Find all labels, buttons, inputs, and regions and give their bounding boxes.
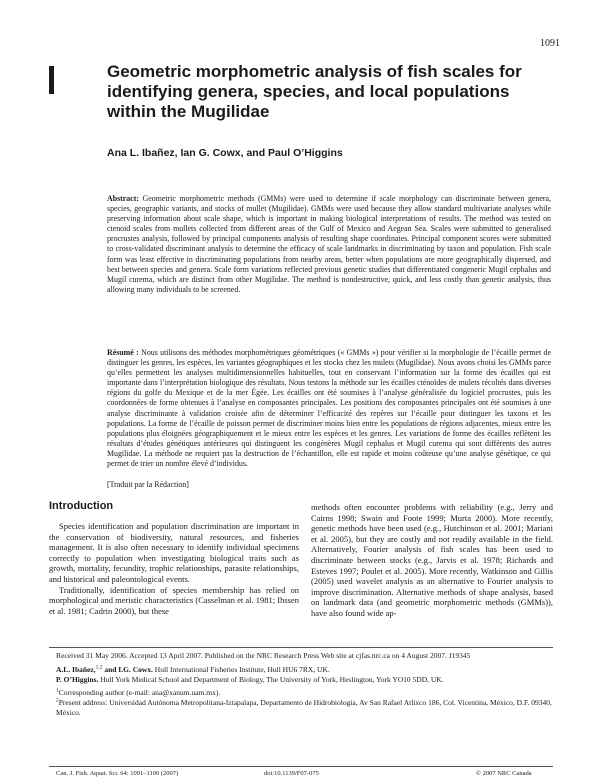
resume (107, 348, 551, 469)
footnote-2 (56, 698, 553, 718)
affiliation-1 (56, 665, 553, 675)
affiliation-2 (56, 675, 553, 685)
article-title: Geometric morphometric analysis of fish scales for identifying genera, species, and local populations within the Mugilidae (107, 62, 522, 121)
abstract (107, 194, 551, 295)
copyright: © 2007 NRC Canada (476, 770, 532, 777)
footnote-2-text: Present address: Universidad Autónoma Metropolitana-Iztapalapa, Departamento de Hidrobiología, Av San Rafael Atlixco 186, Col. Vicentina, México, D.F. 09340, México. (56, 698, 552, 717)
abstract-label: Abstract: (107, 194, 139, 203)
introduction-heading: Introduction (49, 500, 114, 512)
abstract-text: Geometric morphometric methods (GMMs) were used to determine if scale morphology can discriminate between genera, species, geographic variants, and stocks of mullet (Mugilidae). GMMs were used because they allow standard multivariate analyses while preserving information about scale shape, which is important in making biological interpretations of results. The method was tested on ctenoid scales from mullets collected from different areas of the Gulf of Mexico and Aegean Sea. Scales were submitted to generalised procrustes analysis, followed by principal components analysis of resulting shape coordinates. Principal component scores were submitted to cross-validated discriminant analysis to determine the efficacy of scale landmarks in discriminating by taxon and population. Fish scale form was least effective in discriminating populations from nearby areas, better when populations are more geographically dispersed, and best between species and genera. Scale form variations reflected previous genetic studies that differentiated congeneric Mugil cephalus and Mugil curema, which are distinct from other Mugilidae. The method is nondestructive, quick, and less costly than genetic analysis, thus allowing many individuals to be screened. (107, 194, 551, 294)
affiliation-1-names-b: and I.G. Cowx. (102, 664, 153, 674)
translator-note: [Traduit par la Rédaction] (107, 480, 189, 489)
footnote-1-mark: 1 (56, 687, 59, 694)
author-list: Ana L. Ibañez, Ian G. Cowx, and Paul O’Higgins (107, 147, 343, 159)
left-column (49, 521, 299, 616)
affiliation-1-names: A.L. Ibañez, (56, 664, 96, 674)
received-note: Received 31 May 2006. Accepted 13 April 2007. Published on the NRC Research Press Web site at cjfas.nrc.ca on 4 August 2007. J19345 (56, 651, 471, 660)
doi: doi:10.1139/F07-075 (264, 770, 319, 777)
intro-paragraph-1: Species identification and population discrimination are important in the conservation of biodiversity, natural resources, and fisheries management. It is also often necessary to identify individual specimens correctly to population when investigating biological traits such as growth, mortality, fecundity, trophic relationships, parasite relationships, and historical and paleontological events. (49, 521, 299, 584)
right-column: methods often encounter problems with reliability (e.g., Jerry and Cairns 1998; Swain and Foote 1999; Murta 2000). More recently, genetic methods have been used (e.g., Hutchinson et al. 2001; Mariani et al. 2005), but they are costly and not readily available in the field. Alternatively, Fourier analysis of fish scales has been used to discriminate between stocks (e.g., Jarvis et al. 1978; Richards and Esteves 1997; Poulet et al. 2005). More recently, Watkinson and Gillis (2005) used wavelet analysis as an alternative to Fourier analysis to improve discrimination. Alternative methods of shape analysis, based on landmark data (and geometric morphometric methods (GMMs)), have also found wide ap- (311, 502, 553, 618)
affiliation-1-sup: 1,2 (95, 664, 103, 671)
footnote-1 (56, 688, 553, 698)
footnote-1-text: Corresponding author (e-mail: ana@xanum.uam.mx). (58, 688, 221, 698)
affiliation-1-text: Hull International Fisheries Institute, Hull HU6 7RX, UK. (152, 664, 330, 674)
resume-label: Résumé : (107, 348, 139, 357)
footnote-2-mark: 2 (56, 697, 59, 704)
affiliation-2-text: Hull York Medical School and Department of Biology, The University of York, Heslington, York YO10 5DD, UK. (98, 674, 444, 684)
footer-divider (49, 766, 553, 767)
footnotes (56, 651, 553, 718)
affiliation-2-name: P. O’Higgins. (56, 674, 99, 684)
footnote-divider (49, 647, 553, 648)
intro-paragraph-2: Traditionally, identification of species membership has relied on morphological and meristic characteristics (Casselman et al. 1981; Ihssen et al. 1981; Cadrin 2000), but these (49, 584, 299, 616)
journal-citation: Can. J. Fish. Aquat. Sci. 64: 1091–1100 (2007) (56, 770, 179, 777)
page-number: 1091 (540, 38, 560, 49)
resume-text: Nous utilisons des méthodes morphométriques géométriques (« GMMs ») pour vérifier si la morphologie de l’écaille permet de distinguer les genres, les espèces, les variantes géographiques et les stocks chez les mulets (Mugilidae). Nous avons choisi les GMMs parce qu’elles permettent les analyses multidimensionnelles habituelles, tout en conservant l’information sur la forme des écailles qui est importante dans l’interprétation biologique des résultats. Nous testons la méthode sur les écailles cténoïdes de mulets récoltés dans diverses régions du golfe du Mexique et de la mer Égée. Les écailles ont été soumises à l’analyse généralisée du logiciel procrustes, puis les coordonnées de forme obtenues à l’analyse en composantes principales. Les positions des composantes principales ont été soumises à une analyse discriminante à validation croisée afin de déterminer l’efficacité des repères sur l’écaille pour distinguer les taxons et les populations. La forme de l’écaille de poisson permet de discriminer moins bien entre les populations de régions adjacentes, mieux entre les populations plus éloignées géographiquement et le mieux entre les espèces et les genres. Les variations de forme des écailles reflètent les résultats d’études génétiques antérieures qui distinguent les congénères Mugil cephalus et Mugil curema qui sont différents des autres Mugilidae. La méthode ne requiert pas la destruction de l’échantillon, elle est rapide et moins coûteuse qu’une analyse génétique, ce qui permet de trier un nombre élevé d’individus. (107, 348, 551, 469)
title-accent-bar (49, 66, 54, 94)
